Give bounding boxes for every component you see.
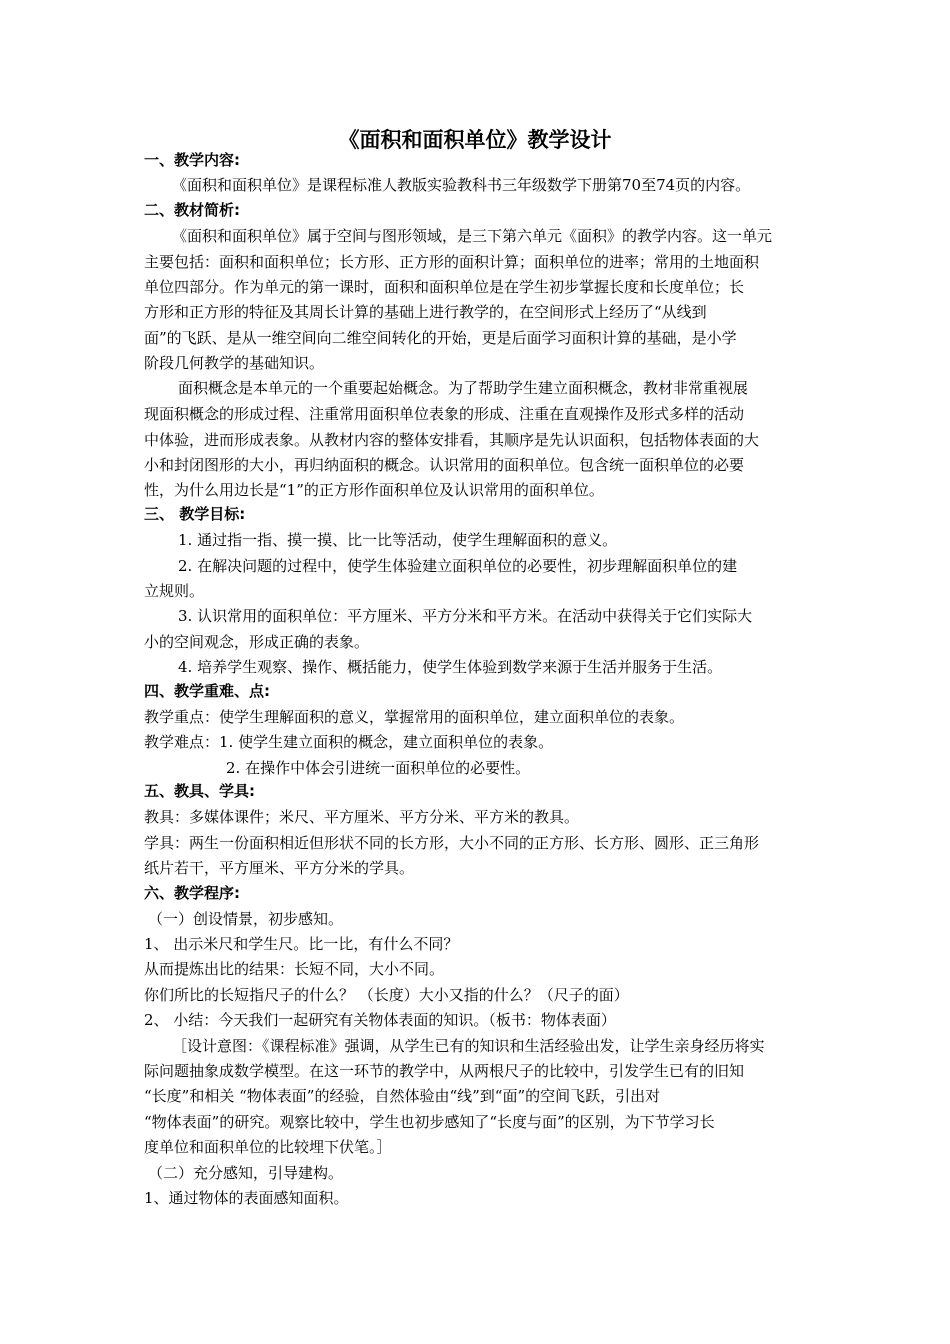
paragraph-line: 立规则。 — [144, 582, 205, 600]
paragraph-line: “物体表面”的研究。观察比较中，学生也初步感知了“长度与面”的区别，为下节学习长 — [144, 1113, 715, 1131]
paragraph-line: 《面积和面积单位》属于空间与图形领域，是三下第六单元《面积》的教学内容。这一单元 — [172, 227, 773, 245]
paragraph-line: 主要包括：面积和面积单位；长方形、正方形的面积计算；面积单位的进率；常用的土地面积 — [144, 253, 760, 271]
paragraph-line: 性，为什么用边长是“1”的正方形作面积单位及认识常用的面积单位。 — [144, 481, 604, 499]
paragraph-line: 面”的飞跃、是从一维空间向二维空间转化的开始，更是后面学习面积计算的基础，是小学 — [144, 329, 737, 347]
goal-item: 2. 在解决问题的过程中，使学生体验建立面积单位的必要性，初步理解面积单位的建 — [178, 557, 738, 575]
goal-item: 3. 认识常用的面积单位：平方厘米、平方分米和平方米。在活动中获得关于它们实际大 — [178, 607, 753, 625]
section-heading-key-points: 四、教学重难、点: — [144, 682, 270, 700]
paragraph-line: 面积概念是本单元的一个重要起始概念。为了帮助学生建立面积概念，教材非常重视展 — [178, 379, 749, 397]
paragraph-line: ［设计意图：《课程标准》强调，从学生已有的知识和生活经验出发，让学生亲身经历将实 — [172, 1037, 765, 1055]
subsection-heading: （一）创设情景，初步感知。 — [148, 910, 344, 928]
section-heading-analysis: 二、教材简析: — [144, 201, 240, 219]
key-point-line: 教学重点：使学生理解面积的意义，掌握常用的面积单位，建立面积单位的表象。 — [144, 708, 685, 726]
paragraph-line: 单位四部分。作为单元的第一课时，面积和面积单位是在学生初步掌握长度和长度单位；长 — [144, 278, 745, 296]
goal-item: 4. 培养学生观察、操作、概括能力，使学生体验到数学来源于生活并服务于生活。 — [178, 658, 723, 676]
section-heading-tools: 五、教具、学具: — [144, 782, 255, 800]
goal-item: 1. 通过指一指、摸一摸、比一比等活动，使学生理解面积的意义。 — [178, 531, 618, 549]
paragraph-line: 方形和正方形的特征及其周长计算的基础上进行教学的，在空间形式上经历了“从线到 — [144, 303, 707, 321]
paragraph-line: 中体验，进而形成表象。从教材内容的整体安排看，其顺序是先认识面积，包括物体表面的大 — [144, 431, 760, 449]
section-heading-content: 一、教学内容: — [144, 151, 240, 169]
paragraph-line: 《面积和面积单位》是课程标准人教版实验教科书三年级数学下册第70至74页的内容。 — [172, 176, 751, 194]
paragraph-line: 从而提炼出比的结果：长短不同，大小不同。 — [144, 960, 445, 978]
document-title: 《面积和面积单位》教学设计 — [338, 128, 612, 152]
paragraph-line: 际问题抽象成数学模型。在这一环节的教学中，从两根尺子的比较中，引发学生已有的旧知 — [144, 1062, 745, 1080]
section-heading-procedure: 六、教学程序: — [144, 884, 240, 902]
paragraph-line: 教具：多媒体课件；米尺、平方厘米、平方分米、平方米的教具。 — [144, 808, 580, 826]
paragraph-line: 度单位和面积单位的比较埋下伏笔。］ — [144, 1138, 392, 1156]
paragraph-line: “长度”和相关 “物体表面”的经验，自然体验由“线”到“面”的空间飞跃，引出对 — [144, 1087, 661, 1105]
paragraph-line: 学具：两生一份面积相近但形状不同的长方形，大小不同的正方形、长方形、圆形、正三角形 — [144, 834, 760, 852]
difficulty-line: 2. 在操作中体会引进统一面积单位的必要性。 — [226, 759, 531, 777]
paragraph-line: 小的空间观念，形成正确的表象。 — [144, 633, 370, 651]
paragraph-line: 1、 出示米尺和学生尺。比一比，有什么不同？ — [144, 935, 459, 953]
paragraph-line: 阶段几何教学的基础知识。 — [144, 354, 325, 372]
paragraph-line: 纸片若干，平方厘米、平方分米的学具。 — [144, 859, 415, 877]
paragraph-line: 1、通过物体的表面感知面积。 — [144, 1189, 349, 1207]
subsection-heading: （二）充分感知，引导建构。 — [148, 1164, 344, 1182]
difficulty-line: 教学难点：1. 使学生建立面积的概念，建立面积单位的表象。 — [144, 733, 554, 751]
paragraph-line: 小和封闭图形的大小，再归纳面积的概念。认识常用的面积单位。包含统一面积单位的必要 — [144, 456, 745, 474]
paragraph-line: 2、 小结：今天我们一起研究有关物体表面的知识。（板书：物体表面） — [144, 1011, 616, 1029]
paragraph-line: 你们所比的长短指尺子的什么？ （长度）大小又指的什么？（尺子的面） — [144, 986, 629, 1004]
section-heading-goals: 三、 教学目标: — [144, 505, 246, 523]
paragraph-line: 现面积概念的形成过程、注重常用面积单位表象的形成、注重在直观操作及形式多样的活动 — [144, 405, 745, 423]
